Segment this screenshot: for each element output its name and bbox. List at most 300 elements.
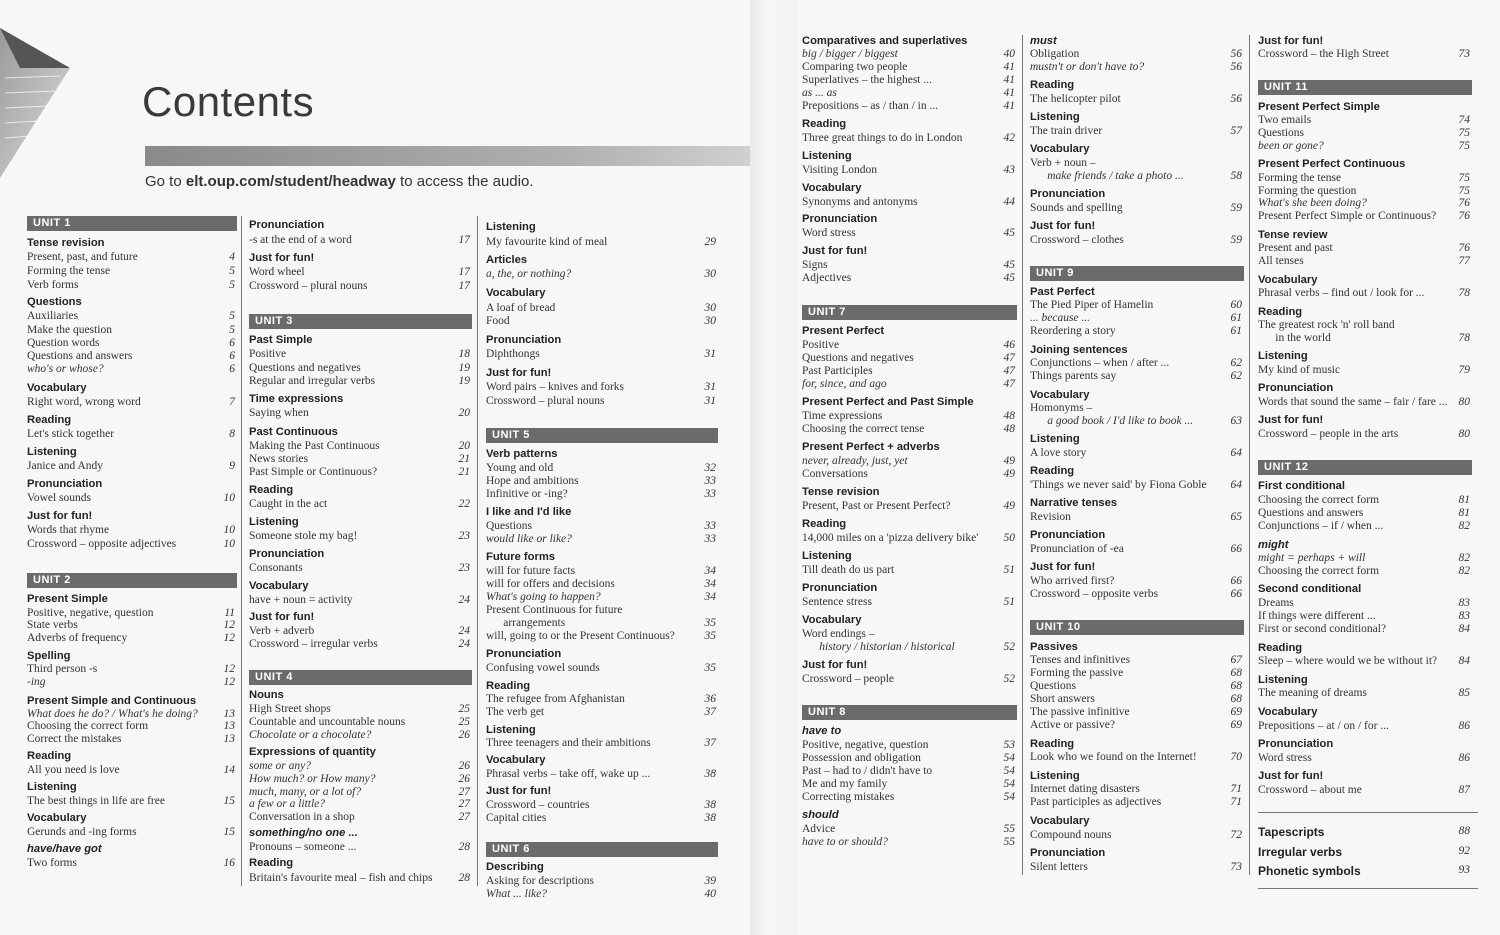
contents-entry[interactable] — [486, 737, 716, 751]
contents-entry[interactable] — [1030, 370, 1242, 384]
contents-entry[interactable] — [1030, 796, 1242, 810]
entry-title: Advice — [802, 823, 836, 835]
page-number: 49 — [1003, 500, 1015, 512]
section-heading: Just for fun! — [486, 785, 552, 797]
contents-entry[interactable] — [1030, 479, 1242, 493]
entry-title: The passive infinitive — [1030, 706, 1130, 718]
entry-title: My favourite kind of meal — [486, 236, 608, 248]
contents-entry[interactable] — [486, 348, 716, 362]
contents-entry[interactable] — [27, 396, 235, 410]
contents-entry[interactable] — [802, 836, 1015, 850]
entry-title: Positive — [802, 339, 840, 351]
contents-entry[interactable] — [486, 630, 716, 644]
contents-entry[interactable] — [249, 872, 470, 886]
entry-title: Look who we found on the Internet! — [1030, 751, 1197, 763]
page-number: 35 — [704, 662, 716, 674]
unit-header: UNIT 11 — [1258, 80, 1472, 95]
page-number: 55 — [1003, 836, 1015, 848]
entry-title: as ... as — [802, 87, 837, 99]
contents-entry[interactable] — [249, 530, 470, 544]
contents-entry[interactable] — [27, 619, 235, 633]
appendix-entry[interactable] — [1258, 825, 1470, 839]
entry-title: Verb forms — [27, 279, 79, 291]
page-number: 31 — [704, 348, 716, 360]
page-number: 15 — [223, 826, 235, 838]
contents-entry[interactable] — [486, 475, 716, 489]
contents-entry[interactable] — [27, 460, 235, 474]
contents-entry[interactable] — [1030, 415, 1242, 429]
page-number: 25 — [458, 703, 470, 715]
contents-entry[interactable] — [1030, 402, 1242, 416]
contents-entry[interactable] — [1030, 234, 1242, 248]
section-heading: Pronunciation — [249, 548, 325, 560]
contents-entry[interactable] — [486, 604, 716, 618]
contents-entry[interactable] — [802, 752, 1015, 766]
contents-entry[interactable] — [249, 811, 470, 825]
contents-entry[interactable] — [1258, 428, 1470, 442]
appendix-entry[interactable] — [1258, 845, 1470, 859]
contents-entry[interactable] — [1030, 299, 1242, 313]
contents-entry[interactable] — [27, 324, 235, 338]
contents-entry[interactable] — [1030, 829, 1242, 843]
contents-entry[interactable] — [486, 662, 716, 676]
contents-entry[interactable] — [486, 875, 716, 889]
contents-entry[interactable] — [27, 826, 235, 840]
contents-entry[interactable] — [249, 625, 470, 639]
contents-entry[interactable] — [802, 352, 1015, 366]
section-heading: Listening — [1258, 350, 1308, 362]
contents-entry[interactable] — [486, 236, 716, 250]
contents-entry[interactable] — [27, 857, 235, 871]
page-number: 13 — [223, 733, 235, 745]
section-heading: Just for fun! — [249, 611, 315, 623]
contents-entry[interactable] — [1258, 520, 1470, 534]
page-number: 49 — [1003, 468, 1015, 480]
contents-entry[interactable] — [27, 524, 235, 538]
contents-entry[interactable] — [1258, 287, 1470, 301]
contents-entry[interactable] — [802, 378, 1015, 392]
page-number: 34 — [704, 565, 716, 577]
entry-title: Till death do us part — [802, 564, 895, 576]
contents-entry[interactable] — [1030, 325, 1242, 339]
page-number: 11 — [224, 607, 235, 619]
contents-entry[interactable] — [802, 74, 1015, 88]
contents-entry[interactable] — [27, 492, 235, 506]
contents-entry[interactable] — [486, 302, 716, 316]
contents-entry[interactable] — [1030, 61, 1242, 75]
contents-entry[interactable] — [27, 676, 235, 690]
contents-entry[interactable] — [27, 251, 235, 265]
contents-entry[interactable] — [802, 196, 1015, 210]
contents-entry[interactable] — [27, 538, 235, 552]
entry-title: What's she been doing? — [1258, 197, 1367, 209]
header-bar — [145, 146, 750, 166]
contents-entry[interactable] — [1030, 511, 1242, 525]
contents-entry[interactable] — [249, 375, 470, 389]
contents-entry[interactable] — [27, 363, 235, 377]
section-heading: Pronunciation — [486, 648, 562, 660]
contents-entry[interactable] — [249, 703, 470, 717]
contents-entry[interactable] — [486, 565, 716, 579]
page-number: 52 — [1003, 641, 1015, 653]
entry-title: Present, past, and future — [27, 251, 138, 263]
contents-entry[interactable] — [486, 617, 716, 631]
page-number: 81 — [1458, 494, 1470, 506]
page-number: 26 — [458, 760, 470, 772]
contents-entry[interactable] — [249, 498, 470, 512]
contents-entry[interactable] — [486, 395, 716, 409]
access-url[interactable]: elt.oup.com/student/headway — [185, 173, 396, 190]
contents-entry[interactable] — [486, 768, 716, 782]
page-number: 30 — [704, 268, 716, 280]
page-title: Contents — [142, 78, 315, 125]
contents-entry[interactable] — [486, 591, 716, 605]
contents-entry[interactable] — [249, 348, 470, 362]
section-heading: Just for fun! — [1258, 35, 1324, 47]
contents-entry[interactable] — [27, 310, 235, 324]
contents-entry[interactable] — [802, 87, 1015, 101]
section-heading: Pronunciation — [486, 334, 562, 346]
contents-entry[interactable] — [486, 578, 716, 592]
unit-header: UNIT 4 — [249, 670, 472, 685]
contents-entry[interactable] — [1030, 693, 1242, 707]
contents-entry[interactable] — [802, 61, 1015, 75]
contents-entry[interactable] — [802, 259, 1015, 273]
contents-entry[interactable] — [1258, 597, 1470, 611]
page-number: 31 — [704, 395, 716, 407]
contents-entry[interactable] — [1030, 575, 1242, 589]
page-number: 45 — [1003, 272, 1015, 284]
contents-entry[interactable] — [1030, 706, 1242, 720]
contents-entry[interactable] — [249, 562, 470, 576]
contents-entry[interactable] — [1258, 565, 1470, 579]
entry-title: Present Continuous for future — [486, 604, 623, 616]
page-number: 56 — [1230, 93, 1242, 105]
contents-entry[interactable] — [802, 778, 1015, 792]
section-heading: Vocabulary — [1030, 143, 1090, 155]
page-number: 8 — [229, 428, 235, 440]
contents-entry[interactable] — [802, 164, 1015, 178]
contents-entry[interactable] — [1030, 667, 1242, 681]
contents-entry[interactable] — [27, 632, 235, 646]
section-heading: Reading — [249, 857, 294, 869]
contents-entry[interactable] — [802, 48, 1015, 62]
page-number: 27 — [458, 811, 470, 823]
entry-title: Past Participles — [802, 365, 873, 377]
page-number: 13 — [223, 720, 235, 732]
entry-title: mustn't or don't have to? — [1030, 61, 1145, 73]
page-number: 54 — [1003, 765, 1015, 777]
entry-title: a good book / I'd like to book ... — [1030, 415, 1194, 427]
contents-entry[interactable] — [1030, 588, 1242, 602]
section-heading: Pronunciation — [1030, 529, 1106, 541]
entry-title: Who arrived first? — [1030, 575, 1115, 587]
entry-title: Someone stole my bag! — [249, 530, 358, 542]
contents-entry[interactable] — [249, 773, 470, 787]
decorative-roof-image — [0, 28, 140, 178]
contents-entry[interactable] — [249, 638, 470, 652]
page-number: 22 — [458, 498, 470, 510]
entry-title: Words that rhyme — [27, 524, 110, 536]
entry-title: Crossword – countries — [486, 799, 590, 811]
entry-title: Comparing two people — [802, 61, 908, 73]
section-heading: Reading — [1258, 306, 1303, 318]
contents-entry[interactable] — [249, 280, 470, 294]
contents-entry[interactable] — [802, 227, 1015, 241]
contents-entry[interactable] — [1258, 623, 1470, 637]
page-number: 29 — [704, 236, 716, 248]
entry-title: The helicopter pilot — [1030, 93, 1121, 105]
page-number: 53 — [1003, 739, 1015, 751]
contents-entry[interactable] — [1258, 364, 1470, 378]
entry-title: Sleep – where would we be without it? — [1258, 655, 1438, 667]
contents-entry[interactable] — [802, 339, 1015, 353]
entry-title: 'Things we never said' by Fiona Goble — [1030, 479, 1207, 491]
contents-entry[interactable] — [1030, 447, 1242, 461]
contents-entry[interactable] — [486, 888, 716, 902]
contents-entry[interactable] — [27, 720, 235, 734]
page-number: 44 — [1003, 196, 1015, 208]
page-number: 85 — [1458, 687, 1470, 699]
contents-entry[interactable] — [1030, 157, 1242, 171]
page-number: 10 — [223, 538, 235, 550]
contents-entry[interactable] — [27, 265, 235, 279]
entry-title: Janice and Andy — [27, 460, 104, 472]
page-number: 73 — [1230, 861, 1242, 873]
contents-entry[interactable] — [1030, 783, 1242, 797]
contents-entry[interactable] — [1258, 48, 1470, 62]
contents-entry[interactable] — [1030, 680, 1242, 694]
entry-title: Diphthongs — [486, 348, 540, 360]
contents-entry[interactable] — [1258, 210, 1470, 224]
contents-entry[interactable] — [1030, 861, 1242, 875]
page-number: 34 — [704, 591, 716, 603]
contents-entry[interactable] — [27, 428, 235, 442]
contents-entry[interactable] — [802, 641, 1015, 655]
contents-entry[interactable] — [249, 407, 470, 421]
contents-entry[interactable] — [802, 673, 1015, 687]
contents-entry[interactable] — [249, 729, 470, 743]
contents-entry[interactable] — [802, 532, 1015, 546]
entry-title: Word endings – — [802, 628, 875, 640]
contents-entry[interactable] — [802, 272, 1015, 286]
contents-entry[interactable] — [486, 315, 716, 329]
contents-entry[interactable] — [1030, 654, 1242, 668]
contents-entry[interactable] — [486, 533, 716, 547]
section-heading: Joining sentences — [1030, 344, 1128, 356]
contents-entry[interactable] — [249, 466, 470, 480]
contents-entry[interactable] — [486, 488, 716, 502]
entry-title: The best things in life are free — [27, 795, 165, 807]
contents-entry[interactable] — [486, 799, 716, 813]
page-number: 56 — [1230, 48, 1242, 60]
entry-title: a, the, or nothing? — [486, 268, 572, 280]
contents-entry[interactable] — [1258, 720, 1470, 734]
contents-entry[interactable] — [1030, 312, 1242, 326]
page-number: 21 — [458, 453, 470, 465]
contents-entry[interactable] — [1258, 140, 1470, 154]
contents-entry[interactable] — [486, 381, 716, 395]
contents-entry[interactable] — [486, 812, 716, 826]
contents-entry[interactable] — [1258, 552, 1470, 566]
contents-entry[interactable] — [486, 268, 716, 282]
contents-entry[interactable] — [1030, 202, 1242, 216]
contents-entry[interactable] — [1030, 543, 1242, 557]
contents-entry[interactable] — [27, 795, 235, 809]
contents-entry[interactable] — [249, 453, 470, 467]
contents-entry[interactable] — [1030, 751, 1242, 765]
section-heading: Reading — [802, 118, 847, 130]
entry-title: The greatest rock 'n' roll band — [1258, 319, 1395, 331]
page-number: 73 — [1458, 48, 1470, 60]
contents-entry[interactable] — [802, 739, 1015, 753]
page-number: 75 — [1458, 185, 1470, 197]
contents-entry[interactable] — [802, 564, 1015, 578]
contents-entry[interactable] — [249, 266, 470, 280]
section-heading: Listening — [1030, 111, 1080, 123]
page-number: 41 — [1003, 87, 1015, 99]
contents-entry[interactable] — [1258, 494, 1470, 508]
entry-title: Questions and negatives — [802, 352, 914, 364]
appendix-entry[interactable] — [1258, 864, 1470, 878]
page-number: 86 — [1458, 720, 1470, 732]
entry-title: Things parents say — [1030, 370, 1117, 382]
contents-entry[interactable] — [249, 440, 470, 454]
contents-entry[interactable] — [1258, 242, 1470, 256]
contents-entry[interactable] — [1258, 687, 1470, 701]
page-number: 38 — [704, 812, 716, 824]
contents-entry[interactable] — [1258, 507, 1470, 521]
contents-entry[interactable] — [486, 706, 716, 720]
contents-entry[interactable] — [1258, 127, 1470, 141]
contents-entry[interactable] — [1258, 319, 1470, 333]
entry-title: big / bigger / biggest — [802, 48, 898, 60]
contents-entry[interactable] — [1030, 48, 1242, 62]
section-heading: Listening — [486, 221, 536, 233]
page-number: 36 — [704, 693, 716, 705]
contents-entry[interactable] — [1258, 332, 1470, 346]
section-heading: Vocabulary — [27, 812, 87, 824]
section-heading: Vocabulary — [802, 182, 862, 194]
contents-entry[interactable] — [1030, 93, 1242, 107]
contents-entry[interactable] — [802, 765, 1015, 779]
contents-entry[interactable] — [249, 362, 470, 376]
entry-title: Compound nouns — [1030, 829, 1112, 841]
section-heading: Vocabulary — [1258, 706, 1318, 718]
entry-title: A love story — [1030, 447, 1087, 459]
contents-entry[interactable] — [802, 365, 1015, 379]
contents-entry[interactable] — [1030, 170, 1242, 184]
contents-entry[interactable] — [1258, 114, 1470, 128]
column-divider — [241, 216, 242, 886]
contents-entry[interactable] — [27, 733, 235, 747]
entry-title: Crossword – the High Street — [1258, 48, 1389, 60]
contents-entry[interactable] — [802, 132, 1015, 146]
contents-entry[interactable] — [249, 760, 470, 774]
entry-title: Conversation in a shop — [249, 811, 355, 823]
page-number: 38 — [704, 768, 716, 780]
unit-header: UNIT 5 — [486, 428, 718, 443]
contents-entry[interactable] — [249, 798, 470, 812]
section-heading: Pronunciation — [1258, 382, 1334, 394]
page-number: 17 — [458, 280, 470, 292]
contents-entry[interactable] — [249, 841, 470, 855]
entry-title: in the world — [1258, 332, 1331, 344]
contents-entry[interactable] — [486, 693, 716, 707]
page-number: 41 — [1003, 100, 1015, 112]
page-number: 4 — [229, 251, 235, 263]
contents-entry[interactable] — [1030, 719, 1242, 733]
entry-title: Present Perfect Simple or Continuous? — [1258, 210, 1437, 222]
entry-title: Positive — [249, 348, 287, 360]
entry-title: The refugee from Afghanistan — [486, 693, 625, 705]
contents-entry[interactable] — [1258, 752, 1470, 766]
contents-entry[interactable] — [486, 520, 716, 534]
contents-entry[interactable] — [1258, 396, 1470, 410]
page-number: 25 — [458, 716, 470, 728]
contents-entry[interactable] — [802, 500, 1015, 514]
page-number: 87 — [1458, 784, 1470, 796]
contents-entry[interactable] — [1258, 610, 1470, 624]
contents-entry[interactable] — [1258, 172, 1470, 186]
contents-entry[interactable] — [802, 791, 1015, 805]
contents-entry[interactable] — [1258, 197, 1470, 211]
page-number: 6 — [229, 350, 235, 362]
entry-title: Word stress — [1258, 752, 1312, 764]
contents-entry[interactable] — [802, 423, 1015, 437]
entry-title: Phonetic symbols — [1258, 864, 1361, 878]
page-number: 48 — [1003, 410, 1015, 422]
contents-entry[interactable] — [249, 594, 470, 608]
contents-entry[interactable] — [1030, 357, 1242, 371]
contents-entry[interactable] — [249, 234, 470, 248]
page-number: 76 — [1458, 197, 1470, 209]
section-heading: Reading — [1030, 465, 1075, 477]
contents-entry[interactable] — [1258, 784, 1470, 798]
contents-entry[interactable] — [27, 350, 235, 364]
section-heading: Present Simple — [27, 593, 108, 605]
page-number: 75 — [1458, 127, 1470, 139]
contents-entry[interactable] — [802, 468, 1015, 482]
contents-entry[interactable] — [1258, 255, 1470, 269]
contents-entry[interactable] — [27, 279, 235, 293]
section-heading: Pronunciation — [802, 582, 878, 594]
contents-entry[interactable] — [27, 663, 235, 677]
contents-entry[interactable] — [802, 628, 1015, 642]
contents-entry[interactable] — [802, 455, 1015, 469]
entry-title: Two forms — [27, 857, 77, 869]
page-number: 84 — [1458, 655, 1470, 667]
contents-entry[interactable] — [802, 410, 1015, 424]
entry-title: Auxiliaries — [27, 310, 79, 322]
page-number: 41 — [1003, 61, 1015, 73]
contents-entry[interactable] — [27, 337, 235, 351]
contents-entry[interactable] — [802, 596, 1015, 610]
page-number: 38 — [704, 799, 716, 811]
page-number: 81 — [1458, 507, 1470, 519]
section-heading: Reading — [27, 750, 72, 762]
entry-title: much, many, or a lot of? — [249, 786, 362, 798]
contents-entry[interactable] — [486, 462, 716, 476]
contents-entry[interactable] — [1258, 655, 1470, 669]
contents-entry[interactable] — [27, 764, 235, 778]
page-number: 78 — [1458, 332, 1470, 344]
contents-entry[interactable] — [802, 100, 1015, 114]
contents-entry[interactable] — [249, 716, 470, 730]
page-number: 12 — [223, 632, 235, 644]
contents-entry[interactable] — [802, 823, 1015, 837]
contents-entry[interactable] — [1030, 125, 1242, 139]
